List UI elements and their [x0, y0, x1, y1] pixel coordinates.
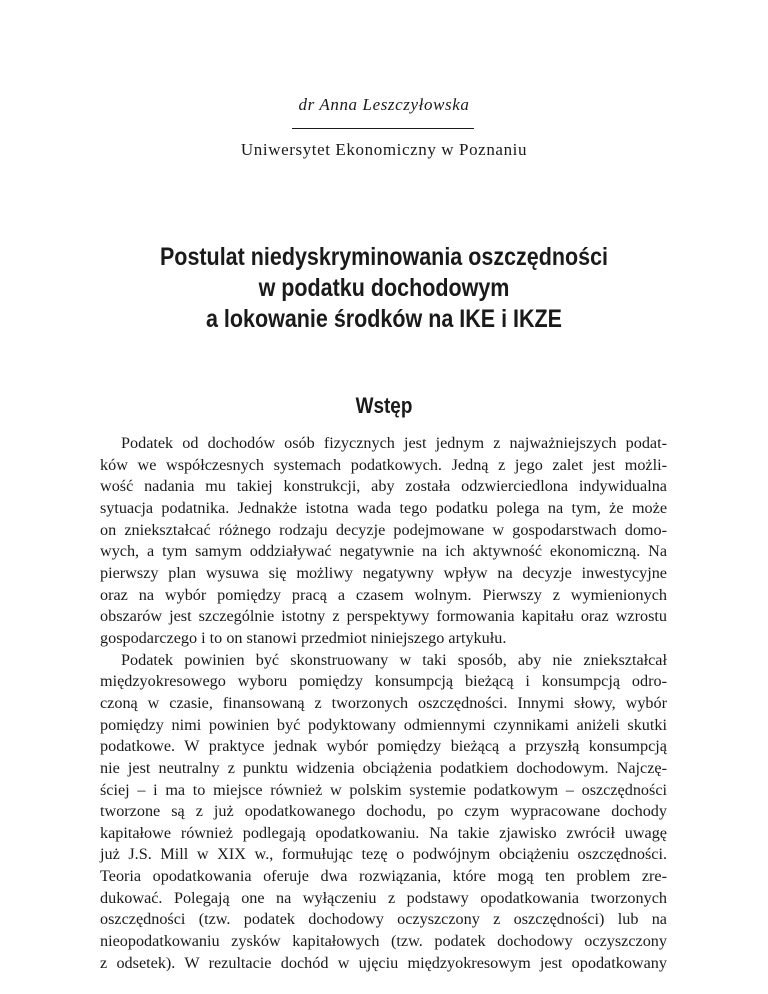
body-line: Podatek od dochodów osób fizycznych jest jednym z najważniejszych podat-: [121, 434, 667, 452]
body-line: wość nadania mu takiej konstrukcji, aby została odzwierciedlona indywidualna: [100, 477, 667, 496]
body-line: oraz na wybór pomiędzy pracą a czasem wolnym. Pierwszy z wymienionych: [100, 585, 667, 604]
title-line: w podatku dochodowym: [258, 274, 510, 302]
body-line: czoną w czasie, finansowaną z tworzonych oszczędności. Innymi słowy, wybór: [100, 693, 667, 712]
author-affiliation: Uniwersytet Ekonomiczny w Poznaniu: [240, 140, 528, 159]
body-line: tworzone są z już opodatkowanego dochodu, po czym wypracowane dochody: [100, 802, 667, 821]
author-divider: [292, 128, 474, 129]
author-name: dr Anna Leszczyłowska: [298, 95, 470, 114]
section-heading: Wstęp: [355, 393, 413, 418]
body-line: już J.S. Mill w XIX w., formułując tezę o podwójnym obciążeniu oszczędności.: [100, 845, 667, 864]
body-line: obszarów jest szczególnie istotny z perspektywy formowania kapitału oraz wzrostu: [100, 607, 667, 626]
body-line: z odsetek). W rezultacie dochód w ujęciu międzyokresowym jest opodatkowany: [100, 953, 667, 972]
body-line: pomiędzy nimi powinien być podyktowany odmiennymi czynnikami aniżeli skutki: [100, 715, 667, 734]
body-line: sytuacja podatnika. Jednakże istotna wada tego podatku polega na tym, że może: [100, 498, 667, 517]
article-body: [100, 433, 667, 974]
body-line: podatkowe. W praktyce jednak wybór pomiędzy bieżącą a przyszłą konsumpcją: [100, 737, 667, 756]
body-line: ściej – i ma to miejsce również w polskim systemie podatkowym – oszczędności: [100, 780, 667, 799]
body-line: międzyokresowego wyboru pomiędzy konsumpcją bieżącą i konsumpcją odro-: [100, 672, 667, 691]
body-line: on zniekształcać różnego rodzaju decyzje podejmowane w gospodarstwach domo-: [100, 520, 667, 539]
body-line: dukować. Polegają one na wyłączeniu z podstawy opodatkowania tworzonych: [100, 888, 667, 907]
body-line: gospodarczego i to on stanowi przedmiot niniejszego artykułu.: [100, 628, 507, 647]
body-line: nieopodatkowaniu zysków kapitałowych (tzw. podatek dochodowy oczyszczony: [100, 932, 667, 951]
body-line: ków we współczesnych systemach podatkowych. Jedną z jego zalet jest możli-: [100, 455, 667, 474]
body-line: kapitałowe również podlegają opodatkowaniu. Na takie zjawisko zwrócił uwagę: [100, 823, 667, 842]
body-line: pierwszy plan wysuwa się możliwy negatywny wpływ na decyzje inwestycyjne: [100, 563, 667, 582]
body-line: Teoria opodatkowania oferuje dwa rozwiązania, które mogą ten problem zre-: [100, 867, 667, 886]
body-line: wych, a tym samym oddziaływać negatywnie na ich aktywność ekonomiczną. Na: [100, 542, 667, 561]
article-title: [54, 242, 714, 335]
title-line: Postulat niedyskryminowania oszczędności: [159, 243, 609, 271]
body-line: Podatek powinien być skonstruowany w taki sposób, aby nie zniekształcał: [121, 650, 667, 669]
title-line: a lokowanie środków na IKE i IKZE: [205, 305, 563, 333]
body-line: oszczędności (tzw. podatek dochodowy oczyszczony z oszczędności) lub na: [100, 910, 667, 929]
body-line: nie jest neutralny z punktu widzenia obciążenia podatkiem dochodowym. Najczę-: [100, 758, 667, 777]
